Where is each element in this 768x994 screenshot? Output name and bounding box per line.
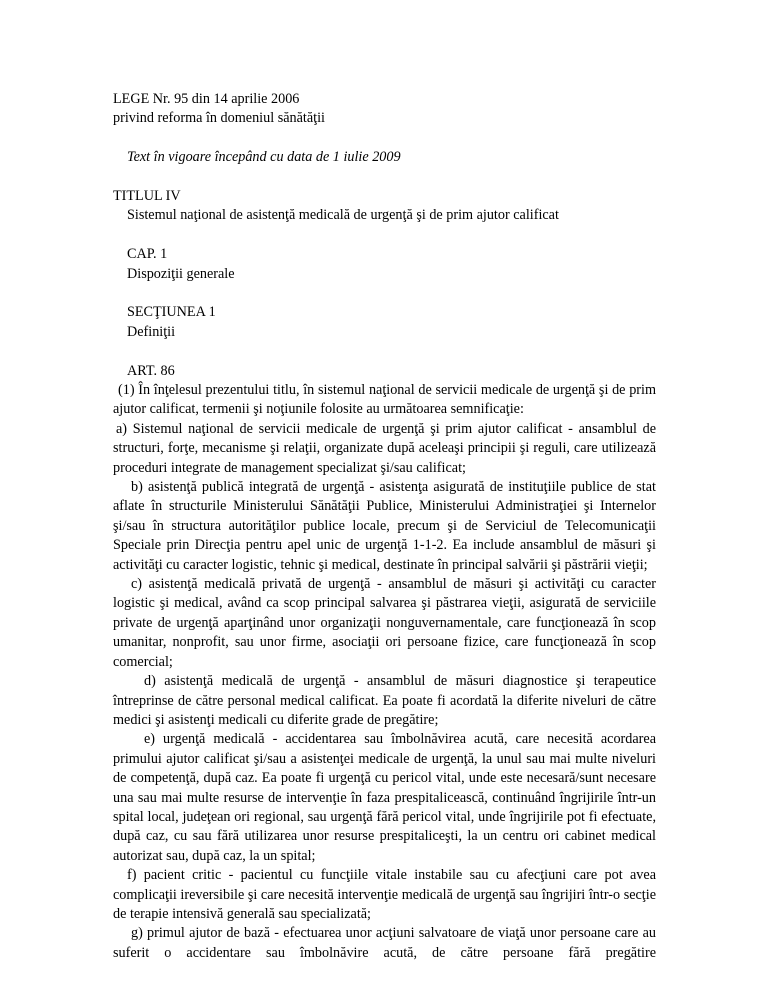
article-paragraph: (1) În înţelesul prezentului titlu, în sistemul naţional de servicii medicale de urgenţă şi de prim ajutor calificat, termenii şi noţiunile folosite au următoarea semnificaţie: [113, 382, 656, 418]
section-text: Definiţii [127, 323, 176, 340]
chapter-label: CAP. 1 [127, 246, 168, 263]
article-label: ART. 86 [127, 362, 175, 379]
in-force-note: Text în vigoare începând cu data de 1 iulie 2009 [127, 149, 401, 166]
definition-e: e) urgenţă medicală - accidentarea sau îmbolnăvirea acută, care necesită acordarea primului ajutor calificat şi/sau a asistenţei medicale de urgenţă, la unul sau mai multe niveluri de competenţă, după caz. Ea poate fi urgenţă cu pericol vital, unde este necesară/sunt necesare una sau mai multe resurse de intervenţie în faza prespitalicească, continuând îngrijirile într-un spital local, judeţean ori regional, sau urgenţă fără pericol vital, unde îngrijirile pot fi efectuate, după caz, cu sau fără utilizarea unor resurse prespitaliceşti, la un centru ori cabinet medical autorizat sau, după caz, la un spital; [113, 731, 656, 864]
title-text: Sistemul naţional de asistenţă medicală de urgenţă şi de prim ajutor calificat [127, 207, 559, 224]
definition-g: g) primul ajutor de bază - efectuarea unor acţiuni salvatoare de viaţă unor persoane care au suferit o accidentare sau îmbolnăvire acută, de către persoane fără pregătire [113, 925, 656, 961]
definition-d: d) asistenţă medicală de urgenţă - ansamblul de măsuri diagnostice şi terapeutice întreprinse de către personal medical calificat. Ea poate fi acordată la diferite niveluri de către medici şi asistenţi medicali cu diferite grade de pregătire; [113, 673, 656, 728]
definition-c: c) asistenţă medicală privată de urgenţă - ansamblul de măsuri şi activităţi cu caracter logistic şi medical, având ca scop principal salvarea şi păstrarea vieţii, asigurată de serviciile private de urgenţă aparţinând unor organizaţii nonguvernamentale, care funcţionează în scop umanitar, nonprofit, sau unor firme, asociaţii ori persoane fizice, care funcţionează în scop comercial; [113, 576, 656, 670]
section-label: SECŢIUNEA 1 [127, 304, 216, 321]
law-heading: LEGE Nr. 95 din 14 aprilie 2006 [113, 91, 300, 107]
law-subject: privind reforma în domeniul sănătăţii [113, 110, 325, 127]
definition-b: b) asistenţă publică integrată de urgenţă - asistenţa asigurată de instituţiile publice de stat aflate în structurile Ministerului Sănătăţii Publice, Ministerului Administraţiei şi Internelor şi/sau în structura autorităţilor publice locale, precum şi de Serviciul de Telecomunicaţii Speciale prin Direcţia pentru apel unic de urgenţă 1-1-2. Ea include ansamblul de măsuri şi activităţi cu caracter logistic, tehnic şi medical, destinate în principal salvării şi păstrării vieţii; [113, 479, 656, 573]
definition-a: a) Sistemul naţional de servicii medicale de urgenţă şi prim ajutor calificat - ansamblul de structuri, forţe, mecanisme şi relaţii, organizate după aceleaşi principii şi reguli, care utilizează proceduri integrate de management specializat şi/sau calificat; [113, 420, 656, 476]
document-page [113, 90, 656, 963]
chapter-text: Dispoziţii generale [127, 265, 235, 282]
definition-f: f) pacient critic - pacientul cu funcţiile vitale instabile sau cu afecţiuni care pot avea complicaţii ireversibile şi care necesită intervenţie medicală de urgenţă sau îngrijiri într-o secţie de terapie intensivă generală sau specializată; [113, 867, 656, 922]
title-label: TITLUL IV [113, 188, 181, 204]
